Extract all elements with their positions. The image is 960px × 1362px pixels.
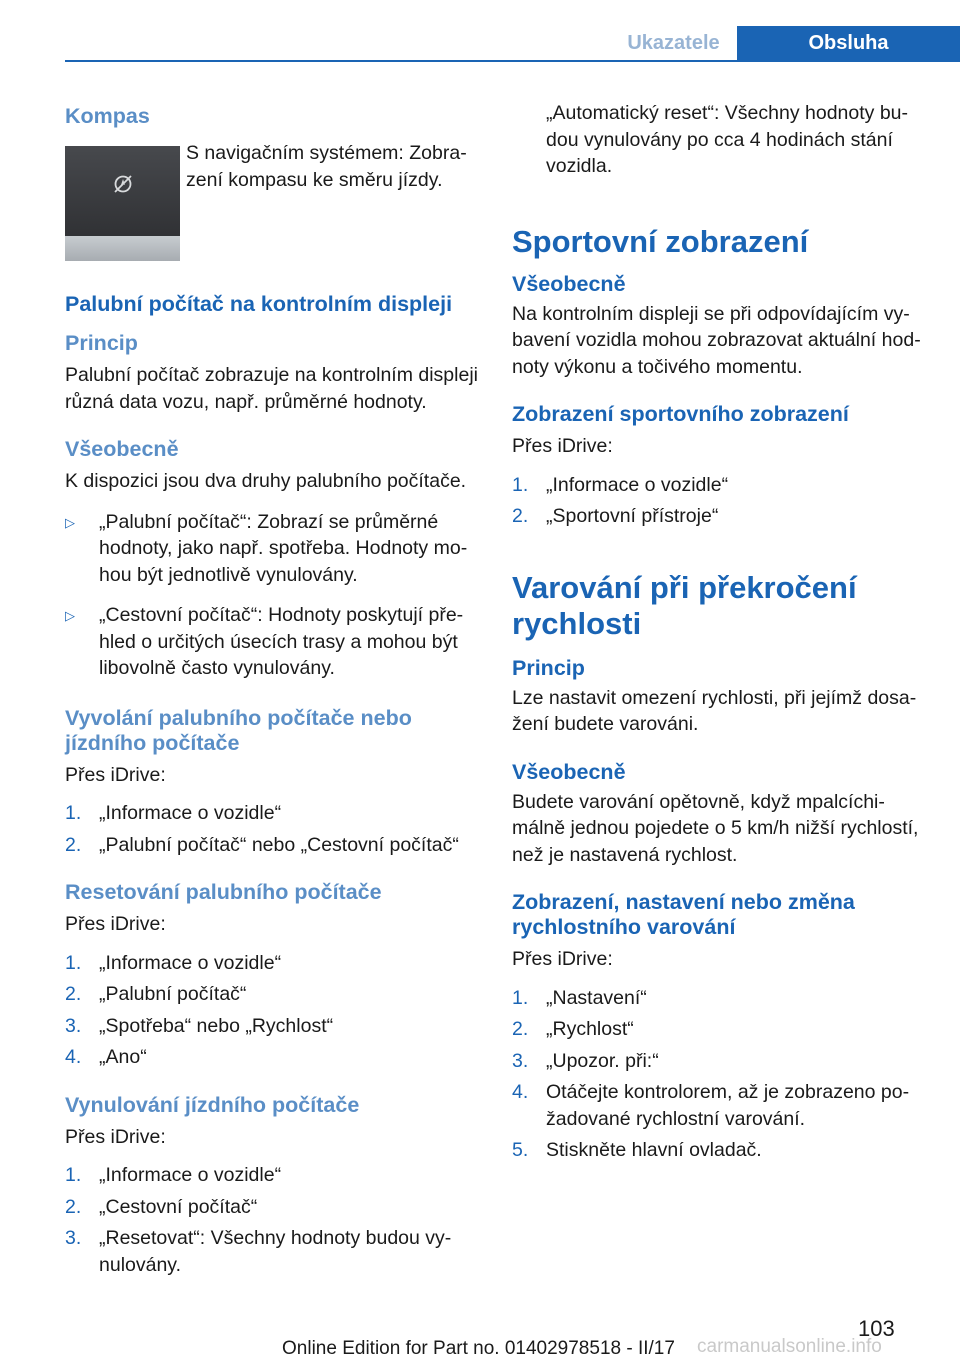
reset-trip-steps <box>65 1162 481 1278</box>
reset-steps <box>65 950 481 1071</box>
list-item: 3. „Upozor. při:“ <box>512 1049 659 1072</box>
sport-general-text: Na kontrolním displeji se při odpovídajícím vybavení vozidla mohou zobrazovat aktuální hodnoty výkonu a točivého momentu. <box>512 302 921 378</box>
speed-warning-heading: Varování při překročení rychlosti <box>512 569 857 641</box>
list-item: ▷ „Palubní počítač“: Zobrazí se průměrné hodnoty, jako např. spotřeba. Hodnoty mohou být jednotlivě vynulovány. <box>65 510 468 586</box>
speed-general-heading: Všeobecně <box>512 759 626 784</box>
speed-setup-steps <box>512 985 926 1164</box>
list-item: ▷ „Cestovní počítač“: Hodnoty poskytují přehled o určitých úsecích trasy a mohou být libovolně často vynulovány. <box>65 604 464 679</box>
header-rule <box>65 60 960 62</box>
principle-heading: Princip <box>65 331 138 355</box>
list-item: 2. „Palubní počítač“ <box>65 983 247 1005</box>
speed-setup-intro: Přes iDrive: <box>512 948 613 970</box>
list-item: 3. „Spotřeba“ nebo „Rychlost“ <box>65 1014 334 1037</box>
sport-display-steps <box>512 472 926 530</box>
list-item: 2. „Sportovní přístroje“ <box>512 505 719 527</box>
page-number: 103 <box>858 1316 895 1341</box>
sport-display-heading: Sportovní zobrazení <box>512 223 809 259</box>
sport-general-heading: Všeobecně <box>512 271 626 296</box>
compass-heading: Kompas <box>65 104 150 128</box>
list-item: 5. Stiskněte hlavní ovladač. <box>512 1139 762 1161</box>
compass-button-image <box>65 146 180 261</box>
right-column <box>512 100 926 1164</box>
compass-off-icon <box>111 172 135 196</box>
auto-reset-step <box>512 100 926 180</box>
list-item: 4. Otáčejte kontrolorem, až je zobrazeno požadované rychlostní varování. <box>512 1081 910 1130</box>
reset-intro: Přes iDrive: <box>65 913 166 935</box>
general-text: K dispozici jsou dva druhy palubního počítače. <box>65 470 467 492</box>
sport-display-intro: Přes iDrive: <box>512 435 613 457</box>
speed-principle-text: Lze nastavit omezení rychlosti, při jejímž dosažení budete varováni. <box>512 686 917 735</box>
list-item: 1. „Informace o vozidle“ <box>512 473 729 496</box>
trip-computer-heading: Palubní počítač na kontrolním displeji <box>65 292 453 316</box>
call-up-heading: Vyvolání palubního počítače nebo jízdního počítače <box>65 705 412 755</box>
watermark: carmanualsonline.info <box>697 1336 882 1357</box>
reset-trip-heading: Vynulování jízdního počítače <box>65 1092 360 1117</box>
speed-setup-heading: Zobrazení, nastavení nebo změna rychlostního varování <box>512 890 855 939</box>
page-header <box>65 26 960 62</box>
compass-section <box>65 102 481 262</box>
general-heading: Všeobecně <box>65 437 179 461</box>
reset-trip-intro: Přes iDrive: <box>65 1125 166 1148</box>
tab-ukazatele[interactable]: Ukazatele <box>627 32 720 54</box>
speed-general-text: Budete varování opětovně, když mpalcíchimálně jednou pojedete o 5 km/h nižší rychlostí, než je nastavená rychlost. <box>512 790 919 866</box>
tab-obsluha[interactable]: Obsluha <box>737 26 960 62</box>
list-item: 1. „Informace o vozidle“ <box>65 1164 282 1186</box>
compass-text: S navigačním systémem: Zobrazení kompasu ke směru jízdy. <box>186 142 467 191</box>
triangle-bullet-icon: ▷ <box>65 514 75 530</box>
triangle-bullet-icon: ▷ <box>65 608 75 623</box>
list-item: 2. „Rychlost“ <box>512 1018 634 1040</box>
call-up-intro: Přes iDrive: <box>65 763 166 786</box>
list-item: 2. „Cestovní počítač“ <box>65 1195 258 1218</box>
list-item: 1. „Informace o vozidle“ <box>65 951 282 974</box>
principle-text: Palubní počítač zobrazuje na kontrolním displeji různá data vozu, např. průměrné hodnoty. <box>65 364 478 413</box>
list-item: 4. „Ano“ <box>65 1046 147 1068</box>
list-item: 2. „Palubní počítač“ nebo „Cestovní počítač“ <box>65 833 459 856</box>
edition-footer: Online Edition for Part no. 01402978518 - II/17 <box>282 1338 675 1359</box>
speed-principle-heading: Princip <box>512 655 585 680</box>
list-item: „Automatický reset“: Všechny hodnoty budou vynulovány po cca 4 hodinách stání vozidla. <box>546 102 909 177</box>
list-item: 1. „Nastavení“ <box>512 986 647 1009</box>
list-item: 1. „Informace o vozidle“ <box>65 802 282 824</box>
left-column <box>65 102 481 1278</box>
list-item: 3. „Resetovat“: Všechny hodnoty budou vynulovány. <box>65 1227 452 1276</box>
computer-types-list <box>65 509 481 682</box>
sport-display-subheading: Zobrazení sportovního zobrazení <box>512 402 849 426</box>
call-up-steps <box>65 800 481 858</box>
reset-heading: Resetování palubního počítače <box>65 880 382 904</box>
compass-image-strip <box>65 236 180 261</box>
